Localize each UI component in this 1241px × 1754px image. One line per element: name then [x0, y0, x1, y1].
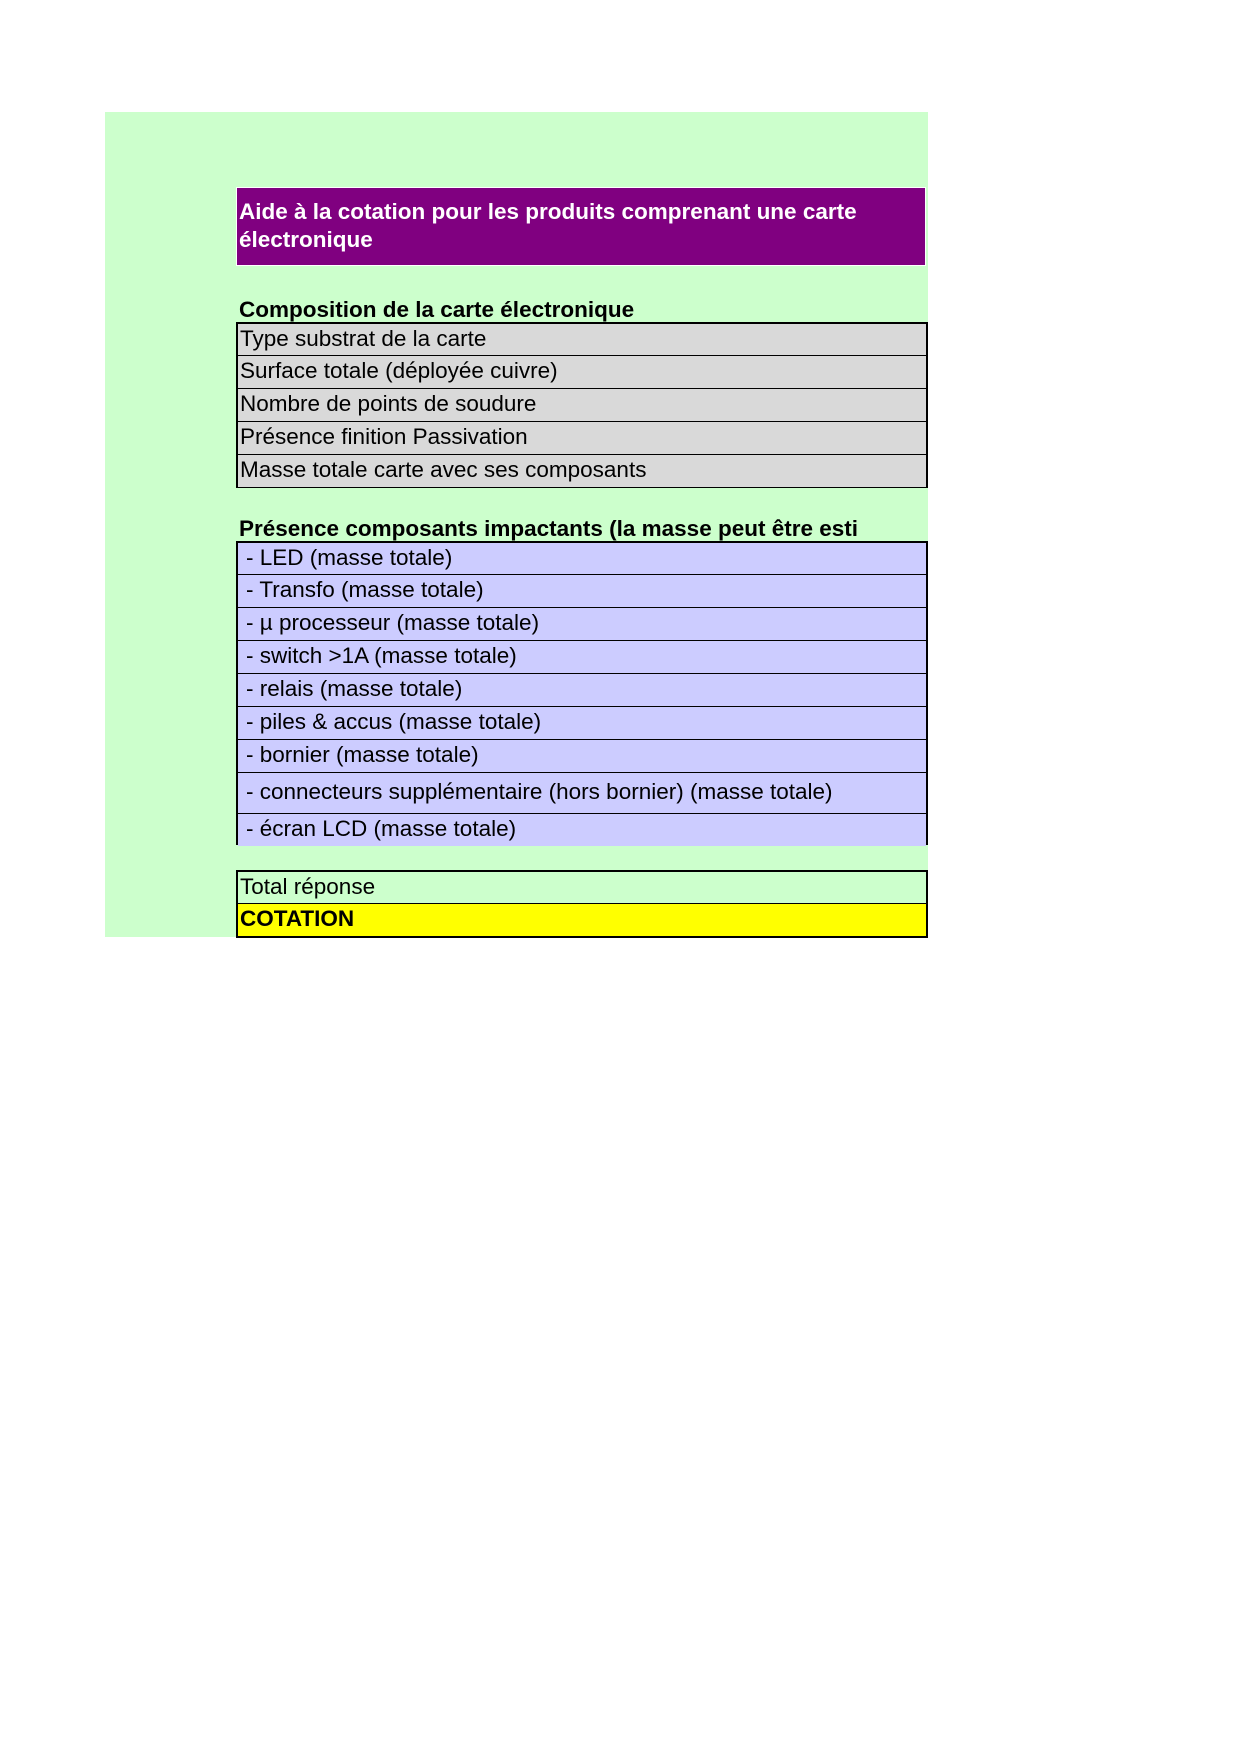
component-row-batteries[interactable]: - piles & accus (masse totale) [238, 706, 926, 739]
component-row-microprocessor[interactable]: - µ processeur (masse totale) [238, 607, 926, 640]
component-row-switch[interactable]: - switch >1A (masse totale) [238, 640, 926, 673]
summary-table [236, 870, 928, 938]
component-row-relais[interactable]: - relais (masse totale) [238, 673, 926, 706]
composition-row-substrate[interactable]: Type substrat de la carte [238, 324, 926, 355]
composition-table [236, 322, 928, 488]
components-table [236, 541, 928, 845]
composition-row-solder-points[interactable]: Nombre de points de soudure [238, 388, 926, 421]
composition-row-passivation[interactable]: Présence finition Passivation [238, 421, 926, 454]
component-row-bornier[interactable]: - bornier (masse totale) [238, 739, 926, 772]
composition-row-surface[interactable]: Surface totale (déployée cuivre) [238, 355, 926, 388]
component-row-led[interactable]: - LED (masse totale) [238, 543, 926, 574]
total-response-row[interactable]: Total réponse [238, 872, 926, 903]
component-row-transfo[interactable]: - Transfo (masse totale) [238, 574, 926, 607]
page-title: Aide à la cotation pour les produits comprenant une carte électronique [236, 187, 926, 266]
component-row-connectors[interactable]: - connecteurs supplémentaire (hors bornier) (masse totale) [238, 772, 926, 813]
components-heading: Présence composants impactants (la masse peut être esti [239, 516, 859, 541]
composition-heading: Composition de la carte électronique [239, 297, 635, 322]
cotation-row[interactable]: COTATION [238, 903, 926, 936]
component-row-lcd[interactable]: - écran LCD (masse totale) [238, 813, 926, 846]
composition-row-total-mass[interactable]: Masse totale carte avec ses composants [238, 454, 926, 487]
